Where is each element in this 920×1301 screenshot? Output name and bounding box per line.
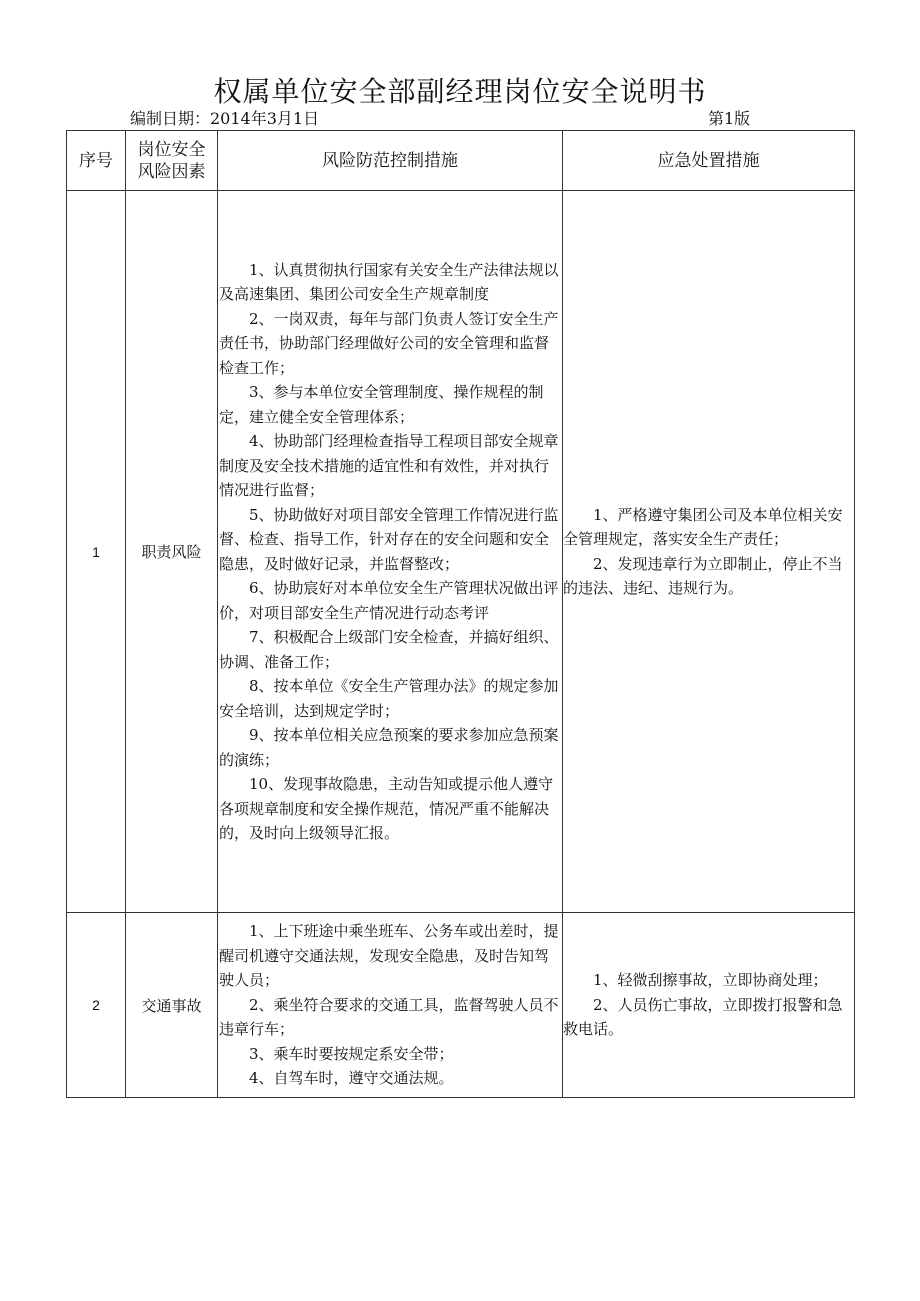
measure-item: 2、一岗双责，每年与部门负责人签订安全生产责任书，协助部门经理做好公司的安全管理和监督检查工作； (219, 309, 559, 377)
measure-item: 6、协助宸好对本单位安全生产管理状况做出评价，对项目部安全生产情况进行动态考评 (219, 579, 559, 622)
measure-item: 3、参与本单位安全管理制度、操作规程的制定，建立健全安全管理体系； (219, 383, 544, 426)
row-number: 2 (67, 913, 126, 1098)
header-risk-line1: 岗位安全 (137, 139, 206, 160)
measure-item: 2、乘坐符合要求的交通工具，监督驾驶人员不违章行车； (219, 995, 559, 1039)
control-measures (218, 913, 563, 1098)
measure-item: 10、发现事故隐患，主动告知或提示他人遵守各项规章制度和安全操作规范，情况严重不能解决的，及时向上级领导汇报。 (219, 775, 554, 842)
measure-item: 8、按本单位《安全生产管理办法》的规定参加安全培训，达到规定学时； (219, 677, 559, 720)
measure-item: 1、上下班途中乘坐班车、公务车或出差时，提醒司机遵守交通法规，发现安全隐患，及时告知驾驶人员； (219, 922, 559, 990)
header-risk-line2: 风险因素 (137, 161, 206, 182)
emergency-item: 2、人员伤亡事故，立即拨打报警和急救电话。 (563, 995, 843, 1039)
measure-item: 4、协助部门经理检查指导工程项目部安全规章制度及安全技术措施的适宜性和有效性，并对执行情况进行监督； (219, 432, 559, 499)
risk-factor: 交通事故 (126, 913, 218, 1098)
emergency-item: 2、发现违章行为立即制止，停止不当的违法、违纪、违规行为。 (563, 554, 843, 597)
emergency-item: 1、轻微刮擦事故，立即协商处理； (593, 971, 828, 990)
risk-factor: 职责风险 (126, 191, 218, 913)
document-title: 权属单位安全部副经理岗位安全说明书 (213, 75, 707, 108)
safety-table (66, 130, 855, 1098)
measure-item: 9、按本单位相关应急预案的要求参加应急预案的演练； (219, 726, 559, 769)
header-row (67, 131, 855, 191)
table-row (67, 191, 855, 913)
measure-item: 4、自驾车时，遵守交通法规。 (249, 1069, 454, 1088)
version-label: 第1版 (708, 109, 751, 128)
header-no: 序号 (67, 131, 126, 191)
measure-item: 1、认真贯彻执行国家有关安全生产法律法规以及高速集团、集团公司安全生产规章制度 (219, 260, 559, 303)
header-risk (126, 131, 218, 191)
measure-item: 7、积极配合上级部门安全检查，并搞好组织、协调、准备工作； (219, 628, 559, 671)
table-row (67, 913, 855, 1098)
header-measures: 风险防范控制措施 (218, 131, 563, 191)
measure-item: 5、协助做好对项目部安全管理工作情况进行监督、检查、指导工作，针对存在的安全问题和安全隐患，及时做好记录，并监督整改； (219, 505, 559, 573)
compile-date: 编制日期：2014年3月1日 (130, 109, 320, 128)
control-measures (218, 191, 563, 913)
measure-item: 3、乘车时要按规定系安全带； (249, 1044, 454, 1063)
header-emergency: 应急处置措施 (563, 131, 855, 191)
emergency-item: 1、严格遵守集团公司及本单位相关安全管理规定，落实安全生产责任； (563, 505, 843, 548)
row-number: 1 (67, 191, 126, 913)
emergency-measures (563, 913, 855, 1098)
emergency-measures (563, 191, 855, 913)
